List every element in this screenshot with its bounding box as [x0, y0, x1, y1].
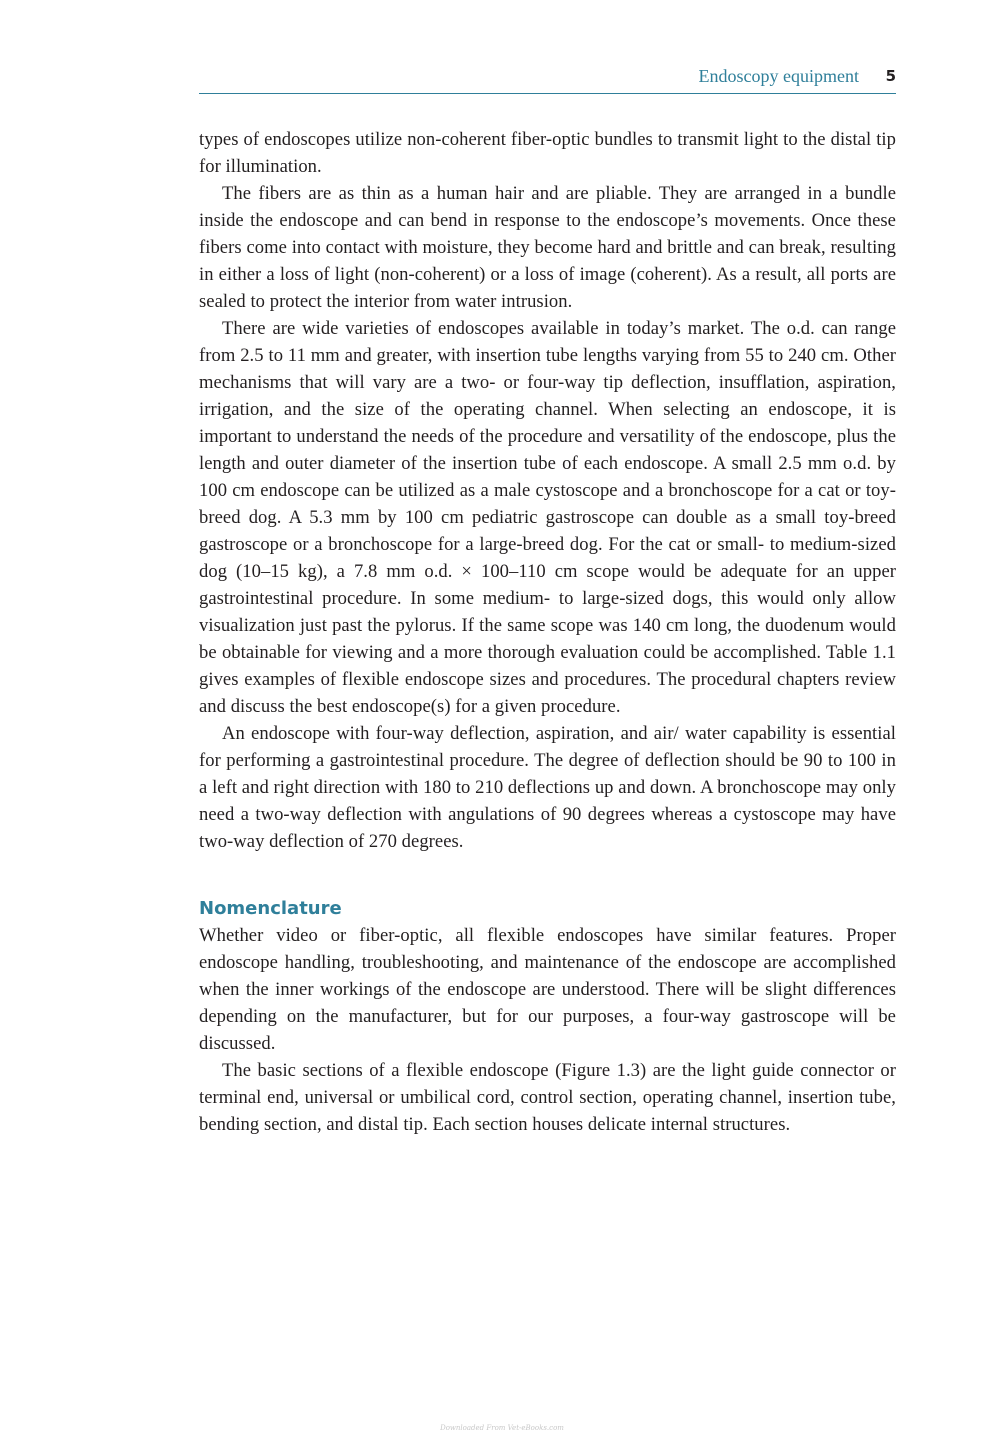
paragraph-5: Whether video or fiber-optic, all flexible endoscopes have similar features. Proper endoscope handling, troubleshooting, and maintenance of the endoscope are accomplished when the inner workings of the endoscope are understood. There will be slight differences depending on the manufacturer, but for our purposes, a four-way gastroscope will be discussed. [199, 925, 896, 1054]
running-head-title: Endoscopy equipment [698, 66, 859, 86]
body-text [199, 126, 896, 1138]
paragraph-6: The basic sections of a flexible endoscope (Figure 1.3) are the light guide connector or terminal end, universal or umbilical cord, control section, operating channel, insertion tube, bending section, and distal tip. Each section houses delicate internal structures. [199, 1060, 896, 1135]
page-number: 5 [885, 67, 896, 85]
download-watermark: Downloaded From Vet-eBooks.com [440, 1424, 564, 1432]
paragraph-2: The fibers are as thin as a human hair and are pliable. They are arranged in a bundle inside the endoscope and can bend in response to the endoscope’s movements. Once these fibers come into contact with moisture, they become hard and brittle and can break, resulting in either a loss of light (non-coherent) or a loss of image (coherent). As a result, all ports are sealed to protect the interior from water intrusion. [199, 183, 896, 312]
paragraph-4: An endoscope with four-way deflection, aspiration, and air/ water capability is essential for performing a gastrointestinal procedure. The degree of deflection should be 90 to 100 in a left and right direction with 180 to 210 deflections up and down. A bronchoscope may only need a two-way deflection with angulations of 90 degrees whereas a cystoscope may have two-way deflection of 270 degrees. [199, 723, 896, 852]
paragraph-1: types of endoscopes utilize non-coherent fiber-optic bundles to transmit light to the distal tip for illumination. [199, 129, 896, 177]
paragraph-3: There are wide varieties of endoscopes available in today’s market. The o.d. can range from 2.5 to 11 mm and greater, with insertion tube lengths varying from 55 to 240 cm. Other mechanisms that will vary are a two- or four-way tip deflection, insufflation, aspiration, irrigation, and the size of the operating channel. When selecting an endoscope, it is important to understand the needs of the procedure and versatility of the endoscope, plus the length and outer diameter of the insertion tube of each endoscope. A small 2.5 mm o.d. by 100 cm endoscope can be utilized as a male cystoscope and a bronchoscope for a cat or toy-breed dog. A 5.3 mm by 100 cm pediatric gastroscope can double as a small toy-breed gastroscope or a bronchoscope for a large-breed dog. For the cat or small- to medium-sized dog (10–15 kg), a 7.8 mm o.d. × 100–110 cm scope would be adequate for an upper gastrointestinal procedure. In some medium- to large-sized dogs, this would only allow visualization just past the pylorus. If the same scope was 140 cm long, the duodenum would be obtainable for viewing and a more thorough evaluation could be accomplished. Table 1.1 gives examples of flexible endoscope sizes and procedures. The procedural chapters review and discuss the best endoscope(s) for a given procedure. [199, 318, 896, 717]
running-header [199, 64, 896, 94]
section-heading-nomenclature: Nomenclature [199, 898, 342, 919]
